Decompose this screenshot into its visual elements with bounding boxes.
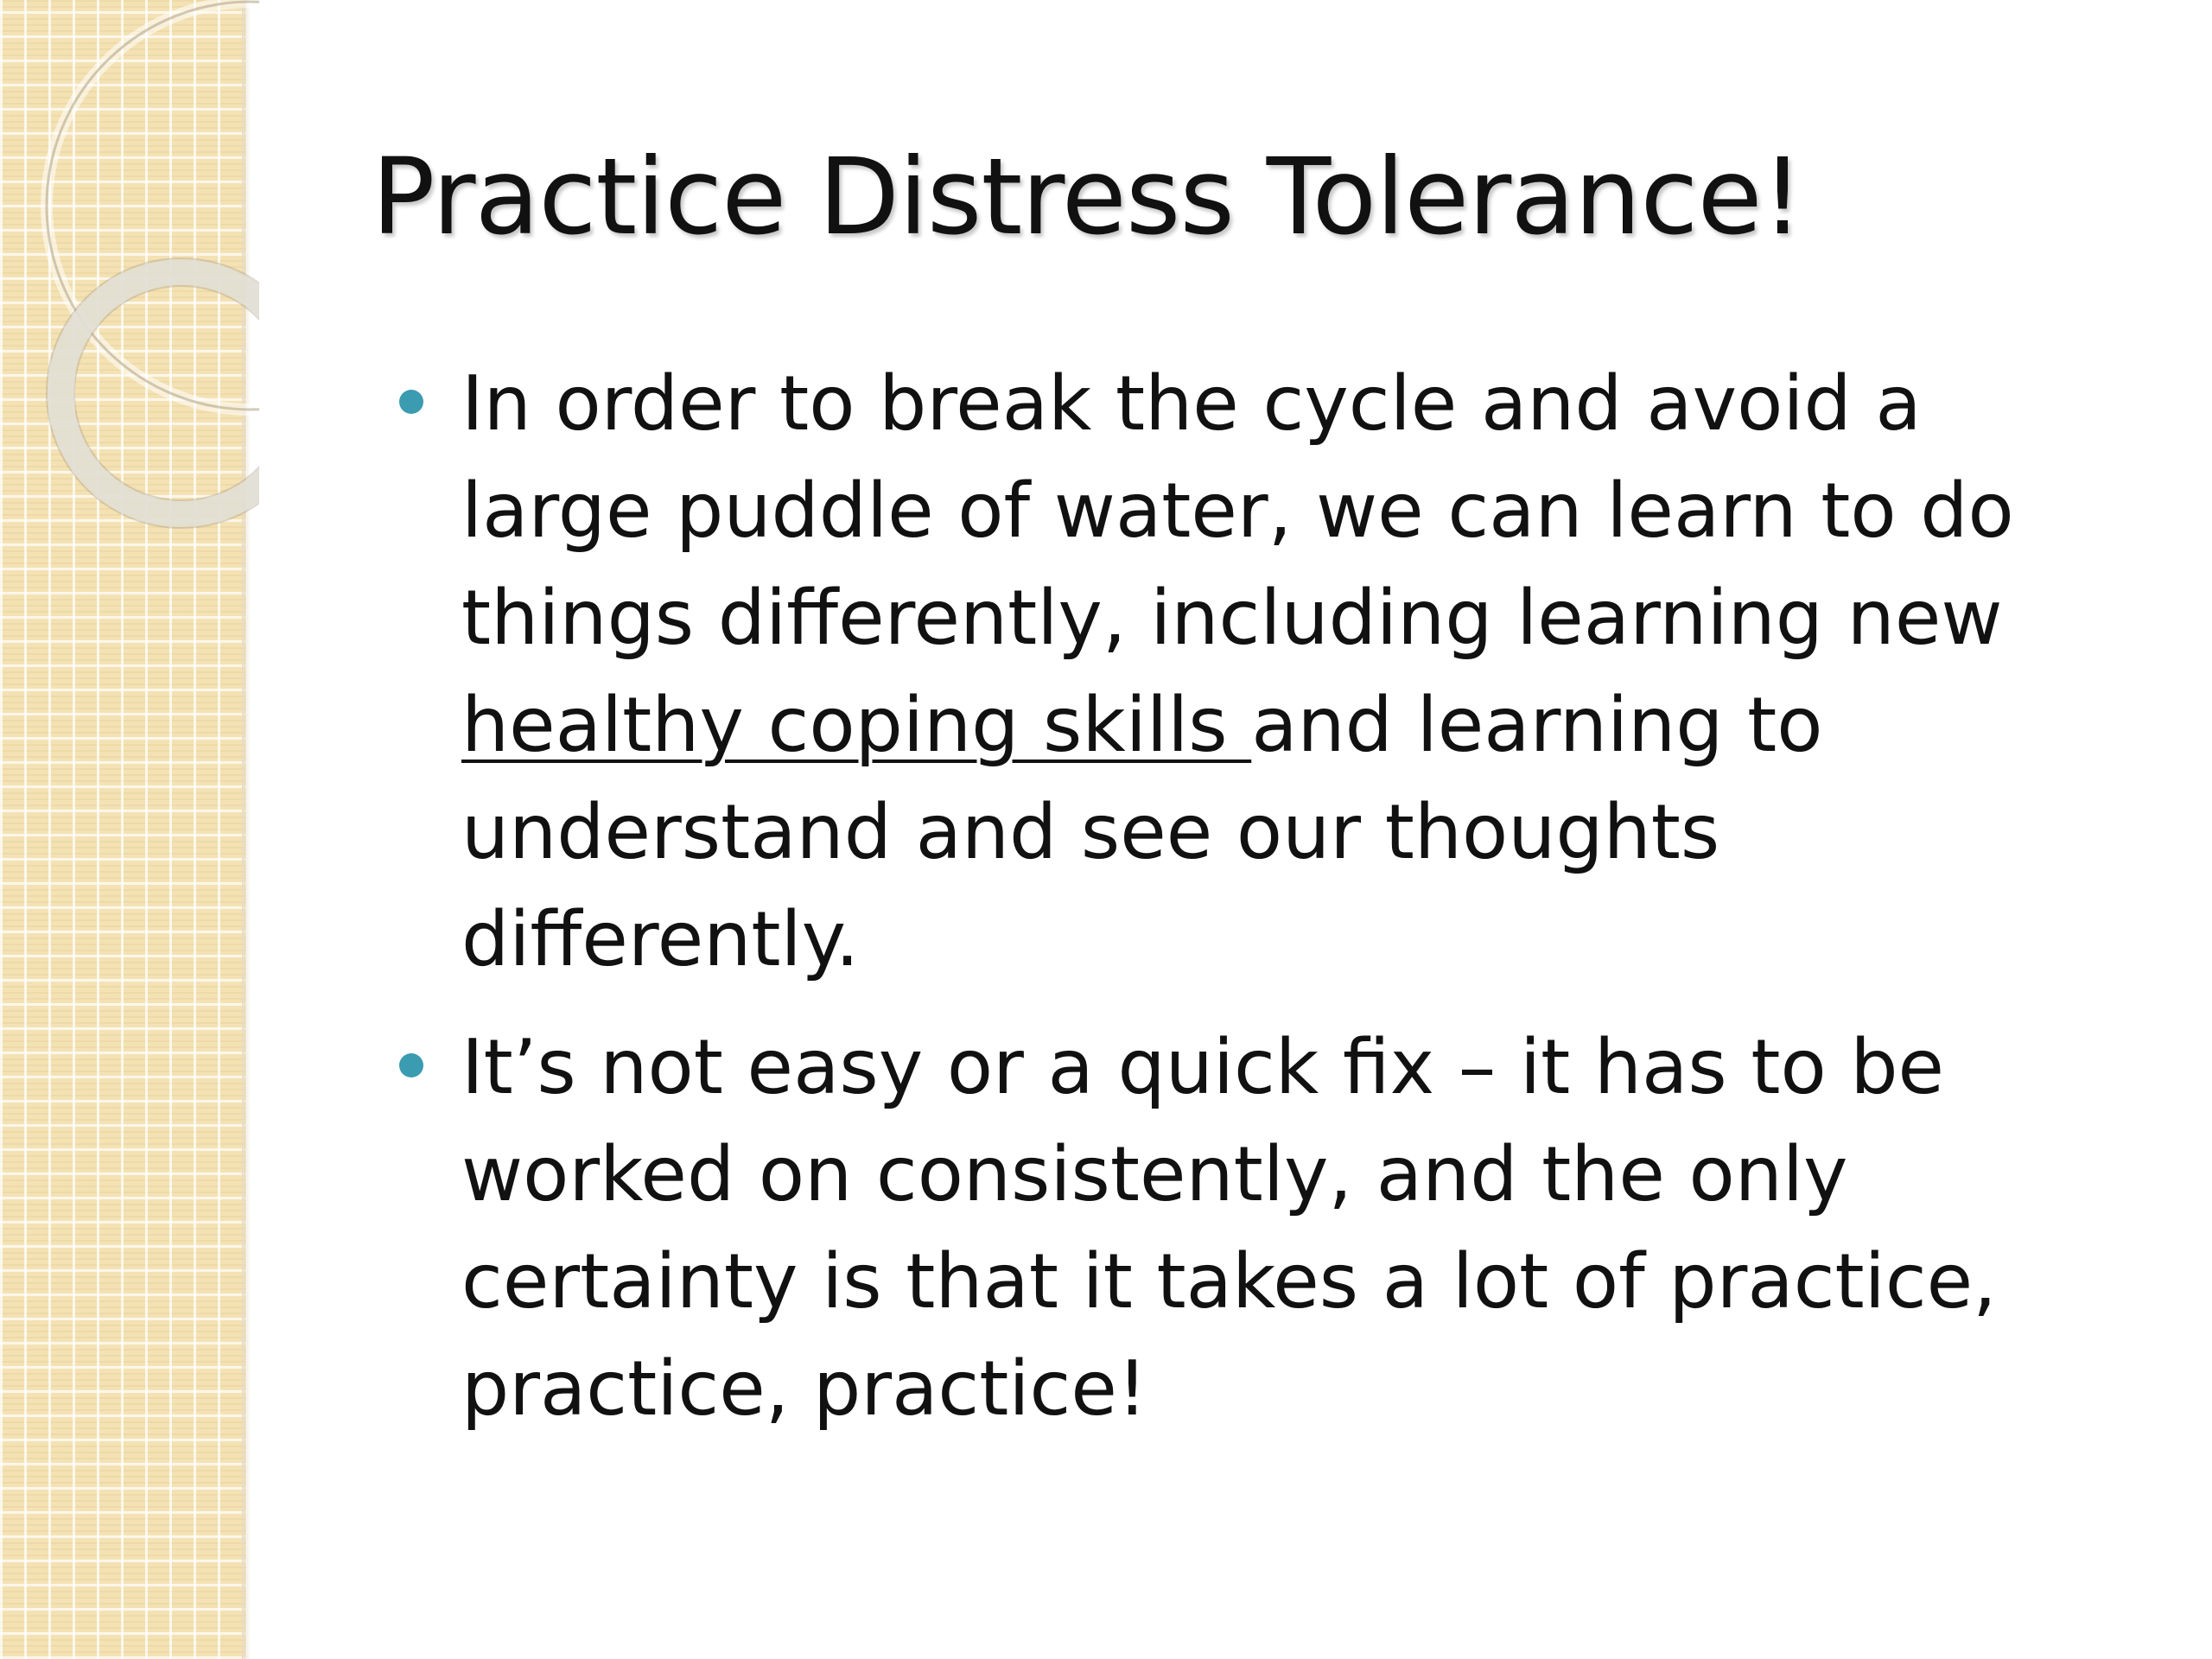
bullet-2-text: It’s not easy or a quick fix – it has to be worked on consistently, and the only certainty is that it takes a lot of practice, practice, practice! xyxy=(461,1022,1997,1433)
bullet-dot-icon xyxy=(399,1053,423,1077)
bullet-dot-icon xyxy=(399,390,423,414)
slide-title: Practice Distress Tolerance! xyxy=(372,136,1803,258)
bullet-1-text-after: and learning to understand and see our thoughts differently. xyxy=(461,680,1823,983)
bullet-item-2 xyxy=(372,1014,2126,1442)
bullet-1-underlined-text: healthy coping skills xyxy=(461,680,1252,769)
slide-content xyxy=(372,138,2126,1463)
bullet-list xyxy=(372,350,2126,1442)
bullet-1-text-before: In order to break the cycle and avoid a large puddle of water, we can learn to do things differently, including learning new xyxy=(461,359,2014,662)
decorative-rings-icon xyxy=(0,0,259,553)
bullet-item-1 xyxy=(372,350,2126,993)
